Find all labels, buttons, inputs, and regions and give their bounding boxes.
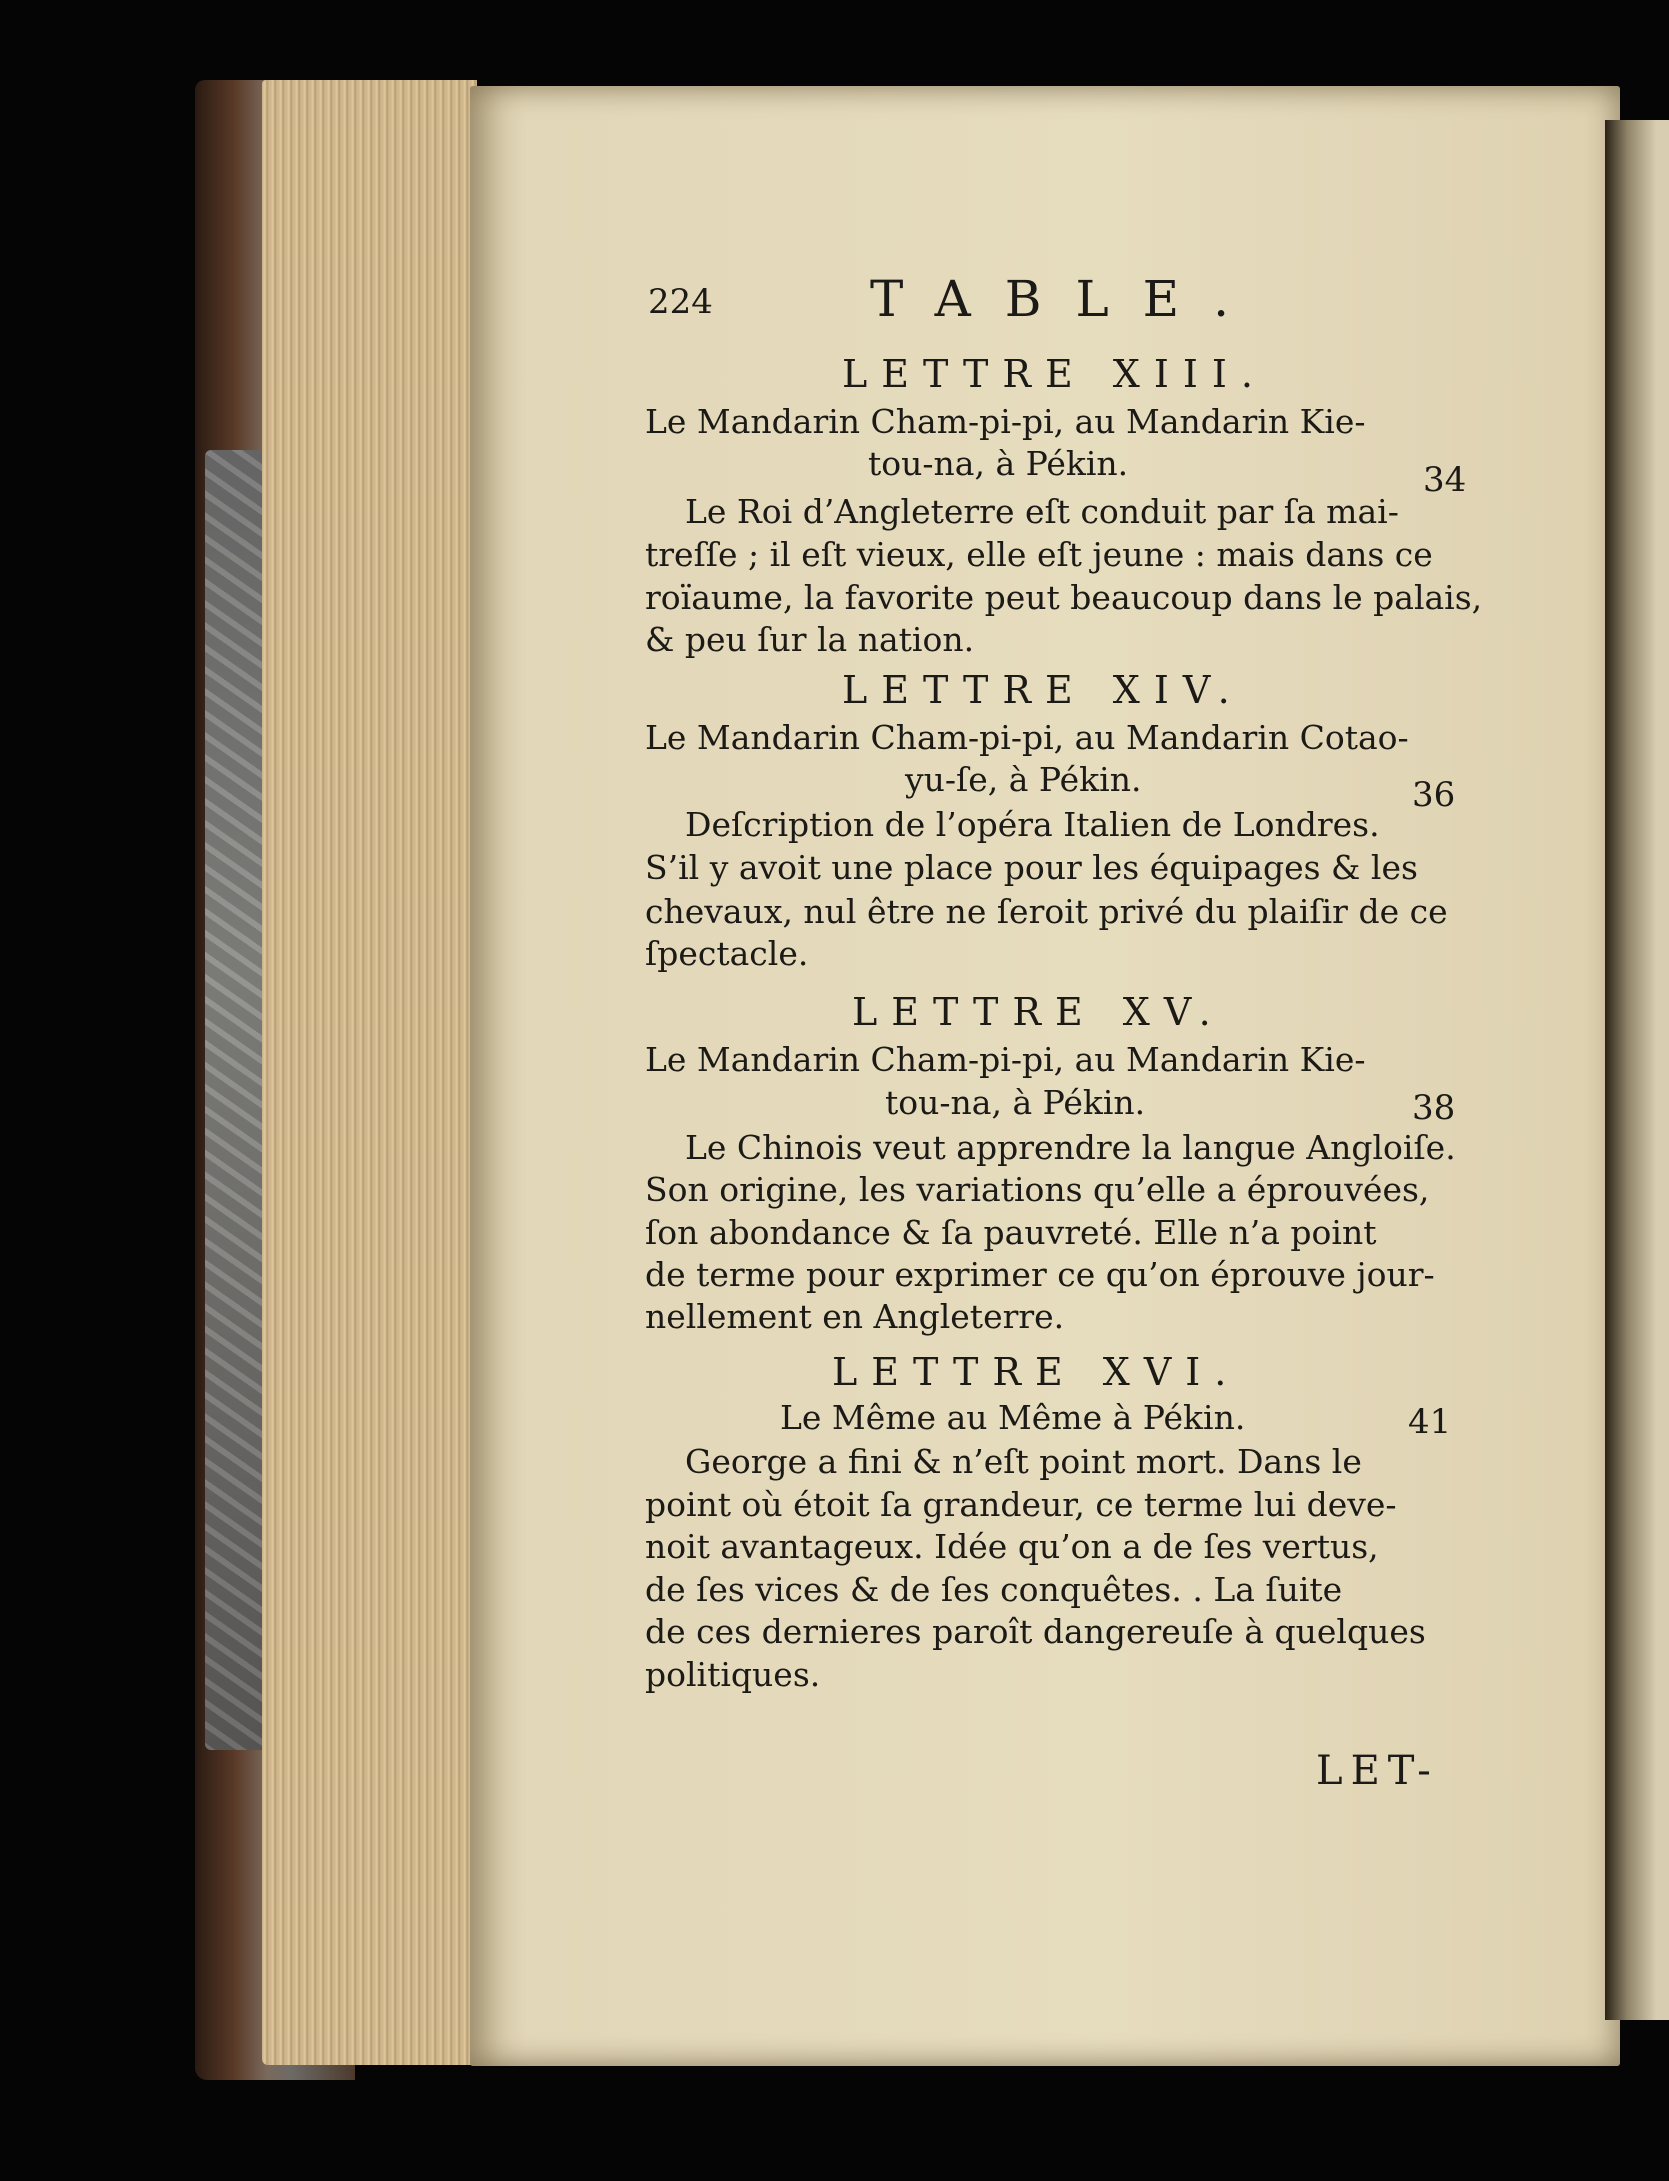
entry-line: yu-ſe, à Pékin.: [905, 760, 1142, 799]
entry-line: tou-na, à Pékin.: [868, 444, 1129, 483]
summary-line: Son origine, les variations qu’elle a éprouvées,: [645, 1170, 1430, 1209]
summary-line: ſon abondance & ſa pauvreté. Elle n’a point: [645, 1213, 1377, 1252]
summary-line: ſpectacle.: [645, 934, 809, 973]
page-reference: 36: [1412, 775, 1456, 815]
summary-line: de terme pour exprimer ce qu’on éprouve jour-: [645, 1255, 1435, 1294]
letter-title-xv: LETTRE XV.: [852, 990, 1225, 1034]
entry-line: Le Mandarin Cham-pi-pi, au Mandarin Kie-: [645, 1040, 1366, 1079]
summary-line: point où étoit ſa grandeur, ce terme lui deve-: [645, 1485, 1397, 1524]
summary-line: S’il y avoit une place pour les équipages & les: [645, 848, 1418, 887]
entry-line: Le Mandarin Cham-pi-pi, au Mandarin Kie-: [645, 402, 1366, 441]
entry-line: Le Même au Même à Pékin.: [780, 1398, 1246, 1437]
letter-title-xvi: LETTRE XVI.: [832, 1350, 1241, 1394]
page-stack-edge: [262, 80, 477, 2065]
entry-line: Le Mandarin Cham-pi-pi, au Mandarin Cotao-: [645, 718, 1409, 757]
entry-line: tou-na, à Pékin.: [885, 1083, 1146, 1122]
summary-line: Le Chinois veut apprendre la langue Angloiſe.: [685, 1128, 1456, 1167]
page-reference: 38: [1412, 1088, 1456, 1128]
summary-line: de ſes vices & de ſes conquêtes. . La ſuite: [645, 1570, 1343, 1609]
summary-line: treſſe ; il eſt vieux, elle eſt jeune : mais dans ce: [645, 535, 1433, 574]
summary-line: politiques.: [645, 1655, 821, 1694]
facing-page-gutter: [1605, 120, 1669, 2020]
letter-title-xiv: LETTRE XIV.: [842, 668, 1244, 712]
summary-line: chevaux, nul être ne ſeroit privé du plaiſir de ce: [645, 892, 1448, 931]
page-number: 224: [648, 282, 713, 322]
summary-line: & peu ſur la nation.: [645, 620, 975, 659]
summary-line: George a fini & n’eſt point mort. Dans le: [685, 1442, 1362, 1481]
letter-title-xiii: LETTRE XIII.: [842, 352, 1267, 396]
summary-line: roïaume, la favorite peut beaucoup dans le palais,: [645, 578, 1483, 617]
table-heading: TABLE.: [870, 270, 1264, 328]
summary-line: Deſcription de l’opéra Italien de Londres.: [685, 805, 1380, 844]
summary-line: de ces dernieres paroît dangereuſe à quelques: [645, 1612, 1426, 1651]
summary-line: Le Roi d’Angleterre eſt conduit par ſa mai-: [685, 492, 1399, 531]
page-reference: 34: [1423, 460, 1467, 500]
summary-line: nellement en Angleterre.: [645, 1297, 1065, 1336]
catchword: LET-: [1316, 1748, 1439, 1794]
page-reference: 41: [1408, 1402, 1452, 1442]
summary-line: noit avantageux. Idée qu’on a de ſes vertus,: [645, 1527, 1379, 1566]
